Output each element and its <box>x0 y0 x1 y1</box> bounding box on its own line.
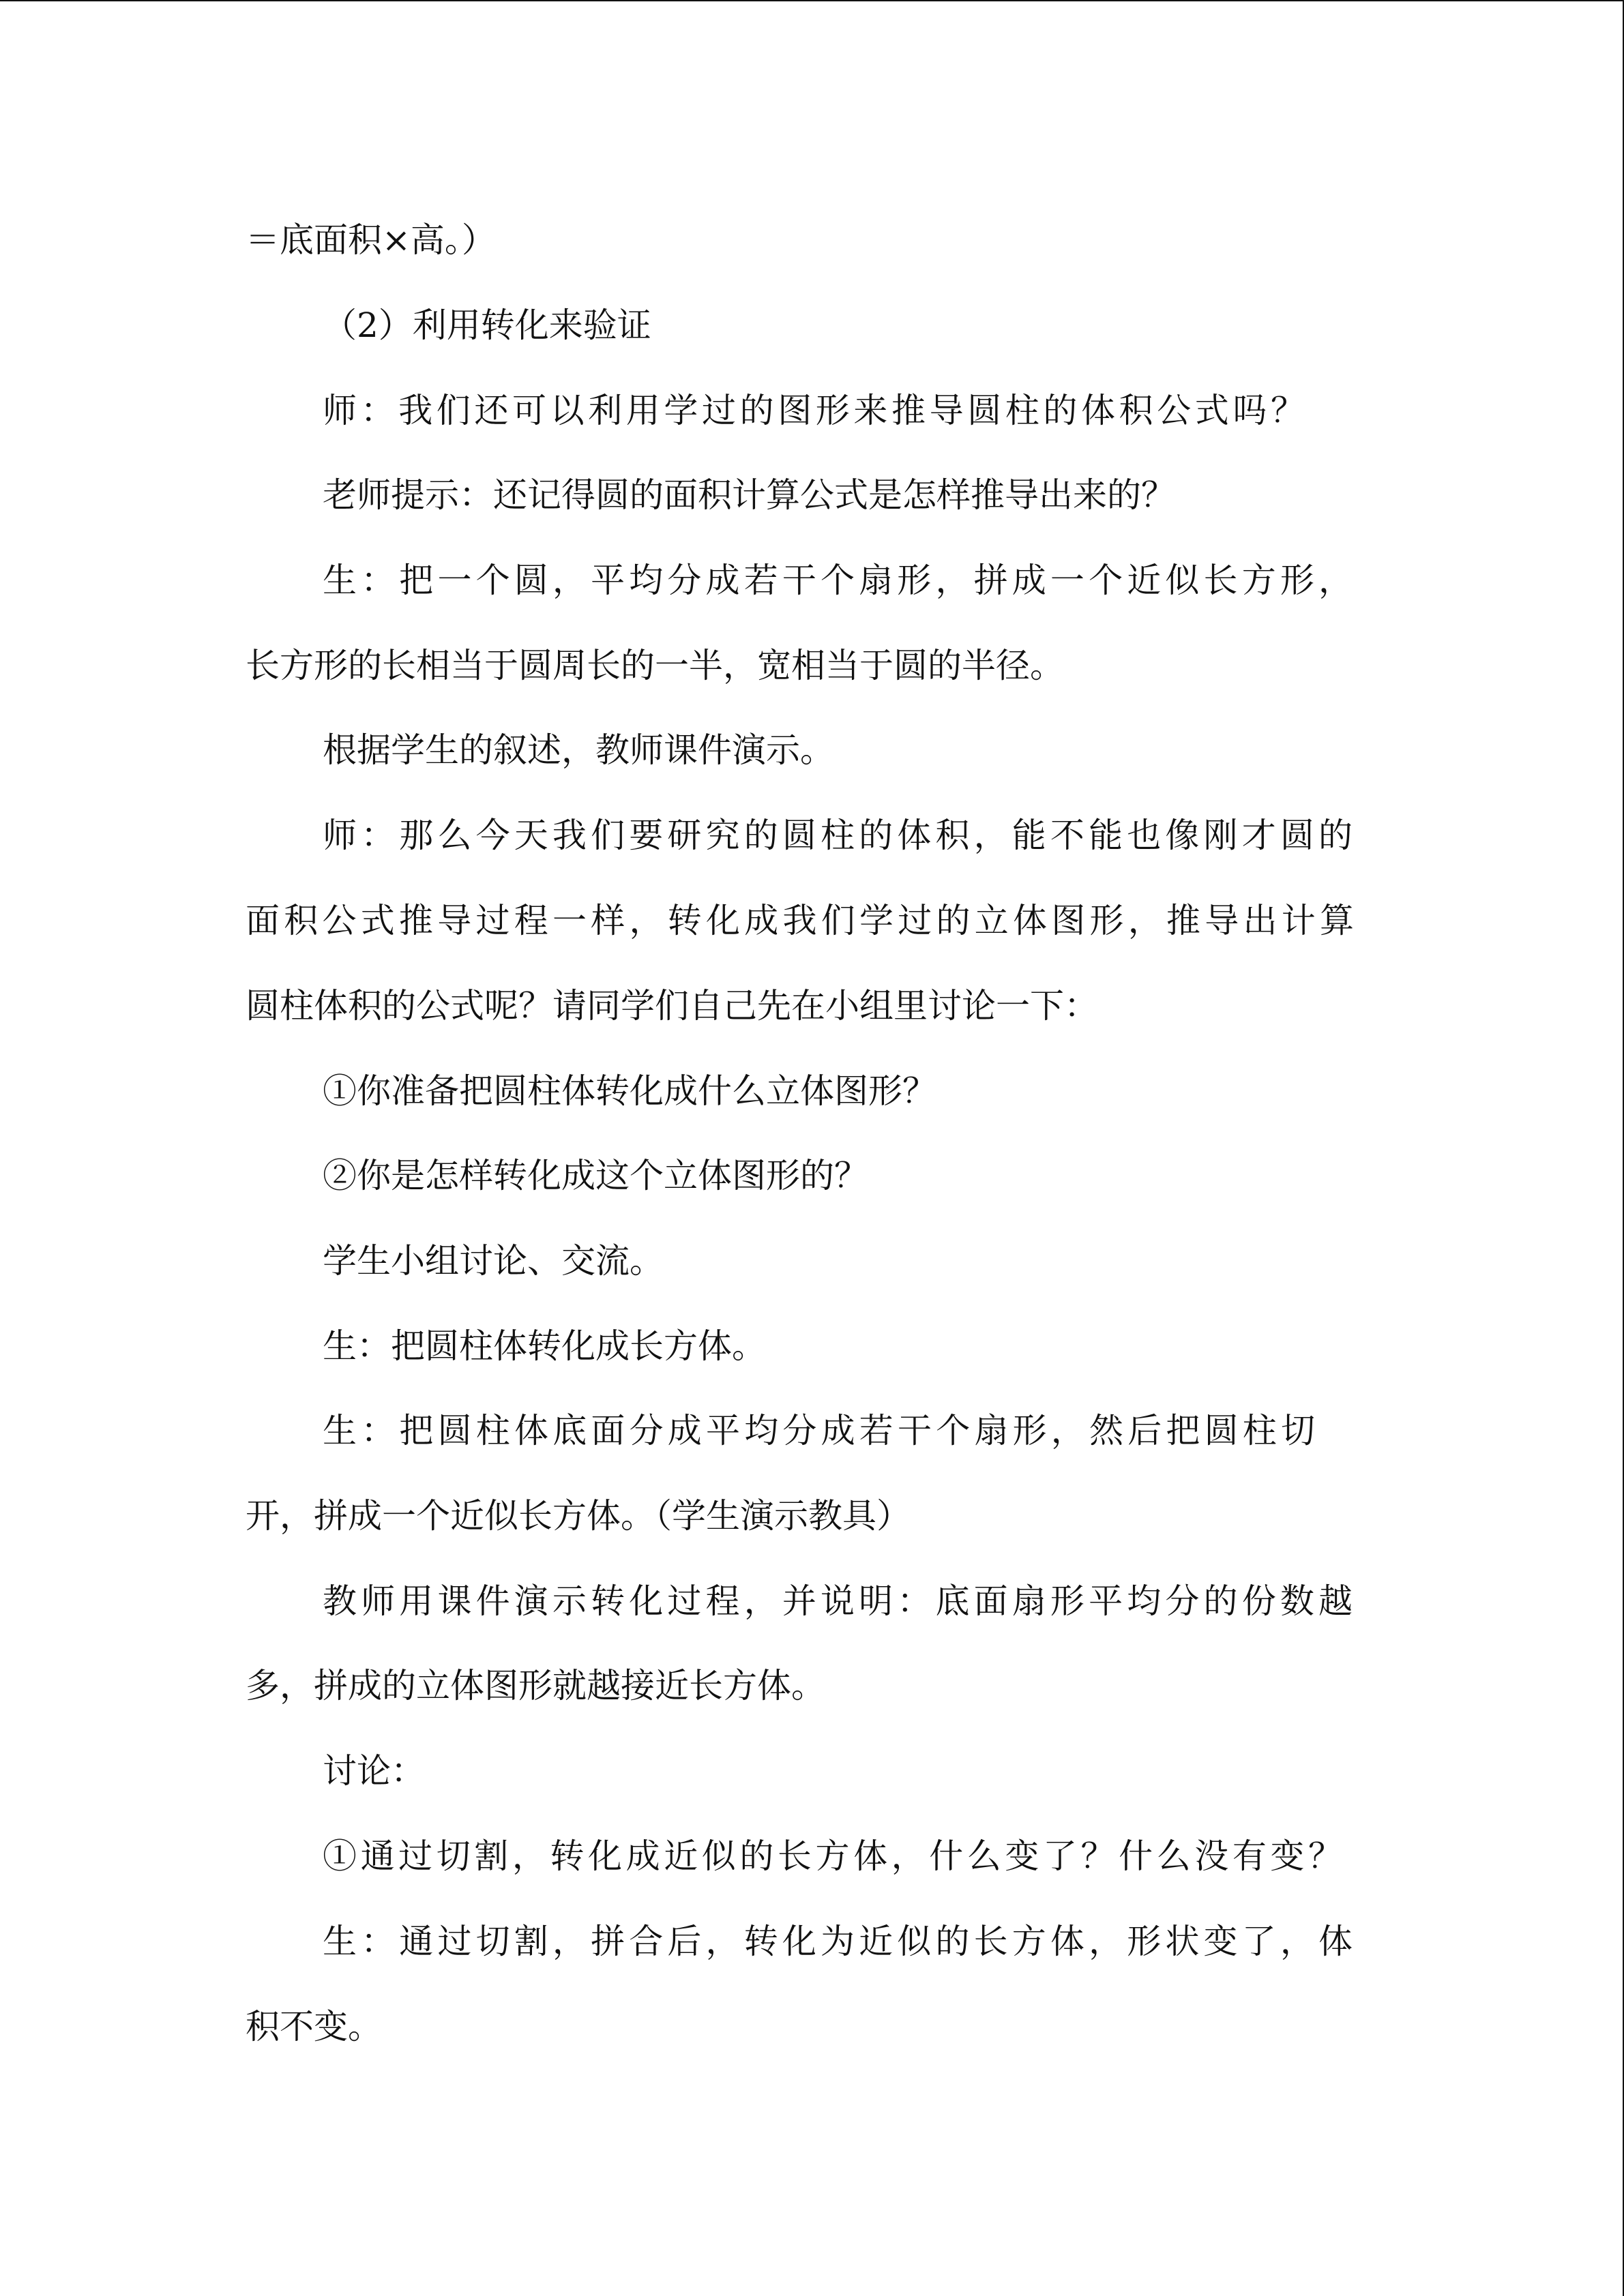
text-line-21: 生：通过切割，拼合后，转化为近似的长方体，形状变了，体 <box>323 1922 1353 1961</box>
text-line-20: ①通过切割，转化成近似的长方体，什么变了？什么没有变？ <box>323 1836 1342 1876</box>
text-line-3: 师：我们还可以利用学过的图形来推导圆柱的体积公式吗？ <box>323 391 1305 430</box>
text-line-7: 根据学生的叙述，教师课件演示。 <box>323 730 834 770</box>
text-line-18: 多，拼成的立体图形就越接近长方体。 <box>246 1666 825 1705</box>
text-line-1: ＝底面积×高。） <box>246 220 496 260</box>
text-line-5: 生：把一个圆，平均分成若干个扇形，拼成一个近似长方形， <box>323 561 1353 600</box>
text-line-9: 面积公式推导过程一样，转化成我们学过的立体图形，推导出计算 <box>246 901 1354 940</box>
text-line-12: ②你是怎样转化成这个立体图形的？ <box>323 1156 868 1195</box>
text-line-10: 圆柱体积的公式呢？请同学们自己先在小组里讨论一下： <box>246 986 1098 1026</box>
text-line-13: 学生小组讨论、交流。 <box>323 1241 664 1281</box>
text-line-15: 生：把圆柱体底面分成平均分成若干个扇形，然后把圆柱切 <box>323 1411 1315 1450</box>
text-line-8: 师：那么今天我们要研究的圆柱的体积，能不能也像刚才圆的 <box>323 816 1353 855</box>
text-line-16: 开，拼成一个近似长方体。（学生演示教具） <box>246 1496 911 1536</box>
text-line-11: ①你准备把圆柱体转化成什么立体图形？ <box>323 1071 936 1111</box>
text-line-2: （2）利用转化来验证 <box>323 305 651 345</box>
text-line-17: 教师用课件演示转化过程，并说明：底面扇形平均分的份数越 <box>323 1581 1353 1621</box>
text-line-22: 积不变。 <box>246 2007 382 2046</box>
text-line-6: 长方形的长相当于圆周长的一半，宽相当于圆的半径。 <box>246 646 1064 685</box>
text-line-14: 生：把圆柱体转化成长方体。 <box>323 1326 766 1366</box>
text-line-4: 老师提示：还记得圆的面积计算公式是怎样推导出来的？ <box>323 475 1175 515</box>
text-line-19: 讨论： <box>323 1751 425 1791</box>
